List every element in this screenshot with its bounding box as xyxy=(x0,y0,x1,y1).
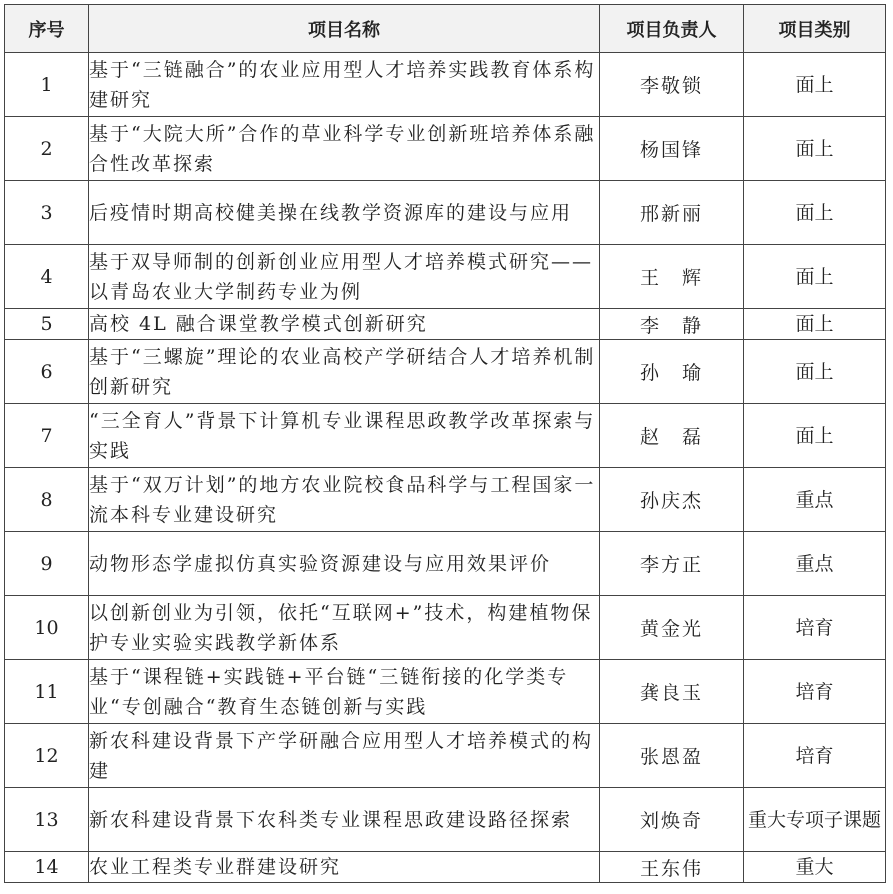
project-table xyxy=(4,4,886,883)
cell-leader: 张恩盈 xyxy=(600,724,744,788)
table-header-row xyxy=(5,5,886,53)
table-row xyxy=(5,340,886,404)
cell-leader: 孙庆杰 xyxy=(600,468,744,532)
cell-name: 基于双导师制的创新创业应用型人才培养模式研究——以青岛农业大学制药专业为例 xyxy=(89,245,600,309)
cell-leader: 邢新丽 xyxy=(600,181,744,245)
cell-index: 2 xyxy=(5,117,89,181)
cell-category: 重点 xyxy=(744,532,886,596)
cell-index: 12 xyxy=(5,724,89,788)
cell-name: 高校 4L 融合课堂教学模式创新研究 xyxy=(89,309,600,340)
cell-name: 新农科建设背景下农科类专业课程思政建设路径探索 xyxy=(89,788,600,852)
table-row xyxy=(5,596,886,660)
cell-index: 10 xyxy=(5,596,89,660)
cell-index: 13 xyxy=(5,788,89,852)
table-row xyxy=(5,181,886,245)
table-row xyxy=(5,309,886,340)
cell-name: 基于“双万计划”的地方农业院校食品科学与工程国家一流本科专业建设研究 xyxy=(89,468,600,532)
cell-leader: 李方正 xyxy=(600,532,744,596)
cell-category: 面上 xyxy=(744,181,886,245)
cell-index: 3 xyxy=(5,181,89,245)
cell-index: 7 xyxy=(5,404,89,468)
cell-category: 面上 xyxy=(744,117,886,181)
table-row xyxy=(5,404,886,468)
header-name: 项目名称 xyxy=(89,5,600,53)
cell-leader: 黄金光 xyxy=(600,596,744,660)
cell-leader: 李敬锁 xyxy=(600,53,744,117)
cell-name: 基于“大院大所”合作的草业科学专业创新班培养体系融合性改革探索 xyxy=(89,117,600,181)
cell-leader: 刘焕奇 xyxy=(600,788,744,852)
table-row xyxy=(5,532,886,596)
header-category: 项目类别 xyxy=(744,5,886,53)
cell-index: 5 xyxy=(5,309,89,340)
cell-category: 重大专项子课题 xyxy=(744,788,886,852)
cell-leader: 赵 磊 xyxy=(600,404,744,468)
cell-name: 动物形态学虚拟仿真实验资源建设与应用效果评价 xyxy=(89,532,600,596)
table-row xyxy=(5,660,886,724)
cell-leader: 孙 瑜 xyxy=(600,340,744,404)
table-row xyxy=(5,852,886,883)
cell-category: 培育 xyxy=(744,660,886,724)
cell-category: 面上 xyxy=(744,404,886,468)
header-leader: 项目负责人 xyxy=(600,5,744,53)
table-row xyxy=(5,117,886,181)
cell-index: 8 xyxy=(5,468,89,532)
table-row xyxy=(5,245,886,309)
cell-category: 培育 xyxy=(744,596,886,660)
cell-category: 重大 xyxy=(744,852,886,883)
cell-name: 后疫情时期高校健美操在线教学资源库的建设与应用 xyxy=(89,181,600,245)
cell-index: 1 xyxy=(5,53,89,117)
cell-category: 培育 xyxy=(744,724,886,788)
table-row xyxy=(5,468,886,532)
cell-category: 重点 xyxy=(744,468,886,532)
cell-leader: 王 辉 xyxy=(600,245,744,309)
cell-leader: 李 静 xyxy=(600,309,744,340)
cell-name: “三全育人”背景下计算机专业课程思政教学改革探索与实践 xyxy=(89,404,600,468)
cell-name: 新农科建设背景下产学研融合应用型人才培养模式的构建 xyxy=(89,724,600,788)
cell-leader: 王东伟 xyxy=(600,852,744,883)
cell-name: 基于“三链融合”的农业应用型人才培养实践教育体系构建研究 xyxy=(89,53,600,117)
cell-leader: 龚良玉 xyxy=(600,660,744,724)
cell-category: 面上 xyxy=(744,340,886,404)
cell-index: 11 xyxy=(5,660,89,724)
table-row xyxy=(5,53,886,117)
cell-category: 面上 xyxy=(744,245,886,309)
cell-category: 面上 xyxy=(744,53,886,117)
cell-name: 农业工程类专业群建设研究 xyxy=(89,852,600,883)
cell-name: 基于“三螺旋”理论的农业高校产学研结合人才培养机制创新研究 xyxy=(89,340,600,404)
cell-leader: 杨国锋 xyxy=(600,117,744,181)
cell-index: 6 xyxy=(5,340,89,404)
cell-name: 以创新创业为引领，依托“互联网+”技术，构建植物保护专业实验实践教学新体系 xyxy=(89,596,600,660)
cell-index: 14 xyxy=(5,852,89,883)
table-row xyxy=(5,788,886,852)
header-index: 序号 xyxy=(5,5,89,53)
table-row xyxy=(5,724,886,788)
cell-index: 4 xyxy=(5,245,89,309)
cell-name: 基于“课程链+实践链+平台链“三链衔接的化学类专业“专创融合“教育生态链创新与实践 xyxy=(89,660,600,724)
cell-category: 面上 xyxy=(744,309,886,340)
cell-index: 9 xyxy=(5,532,89,596)
